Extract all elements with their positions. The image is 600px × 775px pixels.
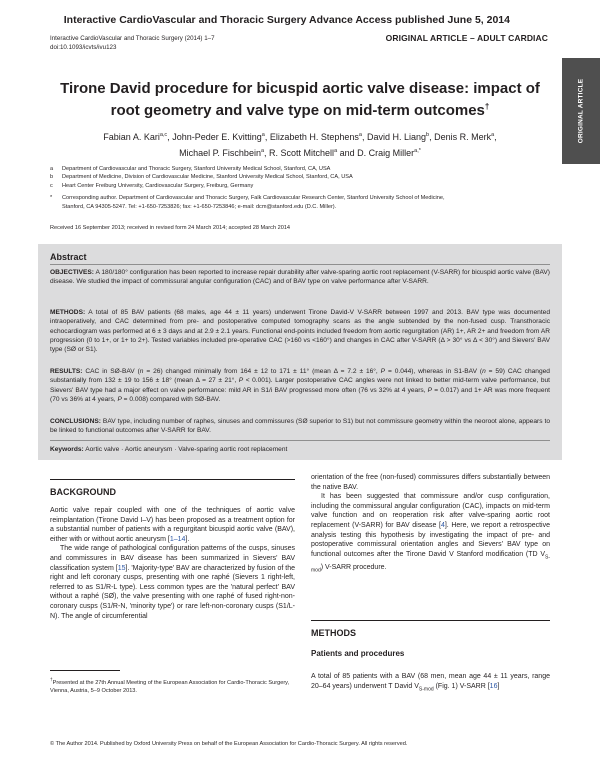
title-text: Tirone David procedure for bicuspid aortic valve disease: impact of root geometry and valve type on mid-term outcomes [60, 80, 540, 119]
received-dates: Received 16 September 2013; received in revised form 24 March 2014; accepted 28 March 2014 [50, 225, 291, 231]
author: Elizabeth H. Stephens$^a$, [269, 132, 367, 142]
journal-citation [50, 34, 215, 52]
author: John-Peder E. Kvitting$^a$, [172, 132, 270, 142]
presentation-footnote: †Presented at the 27th Annual Meeting of the European Association for Cardio-Thoracic Surgery, Vienna, Austria, 5–9 October 2013. [50, 677, 290, 694]
corresponding-author: * Corresponding author. Department of Cardiovascular and Thoracic Surgery, Falk Cardiovascular Research Center, Stanford University School of Medicine, Stanford, CA 94305-5247. Tel: +1-650-7253826; fax: +1-650-7253846; e-mail: dcm@stanford.edu (D.C. Miller). [50, 195, 445, 210]
background-heading: BACKGROUND [50, 487, 116, 497]
body-paragraph: It has been suggested that commissure and/or cusp configuration, including the commissural angular configuration (CAC), impacts on mid-term valve function and on reoperation risk after valve-sparing aortic root replacement (V-SARR) for BAV disease [4]. Here, we report a retrospective analysis testing this hypothesis by investigating the impact of pre- and postoperative commissural orientation angles and Sievers' BAV type on functional outcomes after the Tirone David V Stanford modification (TD $V_{S-mod}$) V-SARR procedure. [311, 493, 551, 574]
author-list [60, 128, 540, 160]
reference-link[interactable]: 15 [117, 564, 126, 572]
journal-line: Interactive CardioVascular and Thoracic Surgery (2014) 1–7 [50, 35, 215, 42]
reference-link[interactable]: 1–14 [169, 535, 186, 543]
abstract-methods: METHODS: A total of 85 BAV patients (68 males, age 44 ± 11 years) underwent Tirone David-V V-SARR between 1997 and 2013. BAV type was documented intraoperatively, and CAC determined from pre- and postoperative computed tomography scans as the angle subtended by the non-fused cusp. Transthoracic echocardiogram was performed at 6 ± 3 days and at 2.9 ± 2.1 years. Functional end-points included freedom from aortic regurgitation (AR) 1+, AR 2+ and freedom from AR progression (0 to 1+, or 1+ to 2+). Tested variables included pre-operative CAC (>160 vs <160°) and changes in CAC after V-SARR (Δ > 30° vs Δ < 30°) and Sievers' BAV type (SØ or S1). [50, 309, 550, 354]
background-text [50, 506, 295, 621]
abstract-divider [50, 264, 550, 265]
affiliation: b Department of Medicine, Division of Cardiovascular Medicine, Stanford University Medical School, Stanford, CA, USA [50, 174, 353, 181]
patients-heading: Patients and procedures [311, 649, 405, 658]
doi-line: doi:10.1093/icvts/ivu123 [50, 44, 117, 51]
body-paragraph: orientation of the free (non-fused) commissures differs substantially between the native BAV. [311, 474, 550, 491]
author: R. Scott Mitchell$^a$ and [269, 148, 358, 158]
side-tab [562, 58, 600, 164]
article-type: ORIGINAL ARTICLE – ADULT CARDIAC [385, 33, 548, 43]
advance-access-banner: Interactive CardioVascular and Thoracic Surgery Advance Access published June 5, 2014 [63, 14, 510, 26]
patients-text: A total of 85 patients with a BAV (68 men, mean age 44 ± 11 years, range 20–64 years) underwent T David $V_{S-mod}$ (Fig. 1) V-SARR [16] [311, 673, 550, 692]
author: David H. Liang$^b$, [366, 132, 435, 142]
section-rule [50, 479, 295, 480]
reference-link[interactable]: 16 [489, 682, 498, 690]
author: Denis R. Merk$^a$, [434, 132, 497, 142]
side-tab-label: ORIGINAL ARTICLE [577, 78, 585, 144]
author: Michael P. Fischbein$^a$, [179, 148, 270, 158]
keywords: Keywords: Aortic valve · Aortic aneurysm · Valve-sparing aortic root replacement [50, 446, 288, 453]
affiliations [50, 165, 550, 211]
abstract-objectives: OBJECTIVES: A 180/180° configuration has been reported to increase repair durability after valve-sparing aortic root replacement (V-SARR) for bicuspid aortic valve (BAV) disease. We studied the impact of commissural angular configuration (CAC) and of BAV type on valve performance after V-SARR. [50, 269, 551, 286]
reference-link[interactable]: 4 [440, 521, 445, 529]
author: Fabian A. Kari$^{a,c}$, [103, 132, 173, 142]
background-paragraph: The wide range of pathological configuration patterns of the cusps, sinuses and commissures in BAV disease has been summarized in Sievers' BAV classification system [15]. 'Majority-type' BAV are characterized by fusion of the right and left coronary cusps, presenting with one raphé (Sievers 1 right-left, referred to as S1/R-L type). Less common types are the 'natural perfect' BAV without a raphé (SØ), the valve presenting with one raphé of fused right-non-coronary cusps (S1/R-N, 'minority type') or rare left-non-coronary cusps (S1/L-N). The angle of circumferential [50, 545, 296, 620]
section-rule [311, 620, 550, 621]
methods-heading: METHODS [311, 628, 356, 638]
keywords-divider [50, 440, 550, 441]
footnote-rule [50, 670, 120, 671]
copyright-notice: © The Author 2014. Published by Oxford University Press on behalf of the European Association for Cardio-Thoracic Surgery. All rights reserved. [50, 741, 408, 747]
abstract-conclusions: CONCLUSIONS: BAV type, including number of raphes, sinuses and commissures (SØ superior to S1) but not commissure geometry within the neoroot alone, appears to be linked to functional outcomes after V-SARR for BAV. [50, 418, 550, 435]
right-column-text [311, 473, 550, 576]
affiliation: a Department of Cardiovascular and Thoracic Surgery, Stanford University Medical School, Stanford, CA, USA [50, 166, 331, 172]
affiliation: c Heart Center Freiburg University, Cardiovascular Surgery, Freiburg, Germany [50, 182, 254, 189]
title-footnote-mark: † [484, 102, 490, 111]
abstract-results: RESULTS: CAC in SØ-BAV (n = 26) changed minimally from 164 ± 12 to 171 ± 11° (mean Δ = 7.2 ± 16°, P = 0.044), whereas in S1-BAV (n = 59) CAC changed substantially from 132 ± 19 to 156 ± 18° (mean Δ = 27 ± 21°, P < 0.001). Larger postoperative CAC angles were not linked to better mid-term valve performance, but Sievers' BAV type had a major effect on valve performance: mild AR in S1/i BAV progressed more often (76 vs 32% at 4 years, P = 0.017) and 1+ AR was more frequent (70 vs 36% at 4 years, P = 0.008) compared with SØ-BAV. [50, 368, 550, 403]
author: D. Craig Miller$^{a,*}$ [357, 148, 421, 158]
abstract-heading: Abstract [50, 252, 87, 262]
background-paragraph: Aortic valve repair coupled with one of the techniques of aortic valve reimplantation (Tirone David I–V) has been proposed as a treatment option for a substantial number of patients with a regurgitant bicuspid aortic valve (BAV), either with or without aortic aneurysm [1–14]. [50, 507, 295, 543]
article-title [60, 80, 540, 120]
